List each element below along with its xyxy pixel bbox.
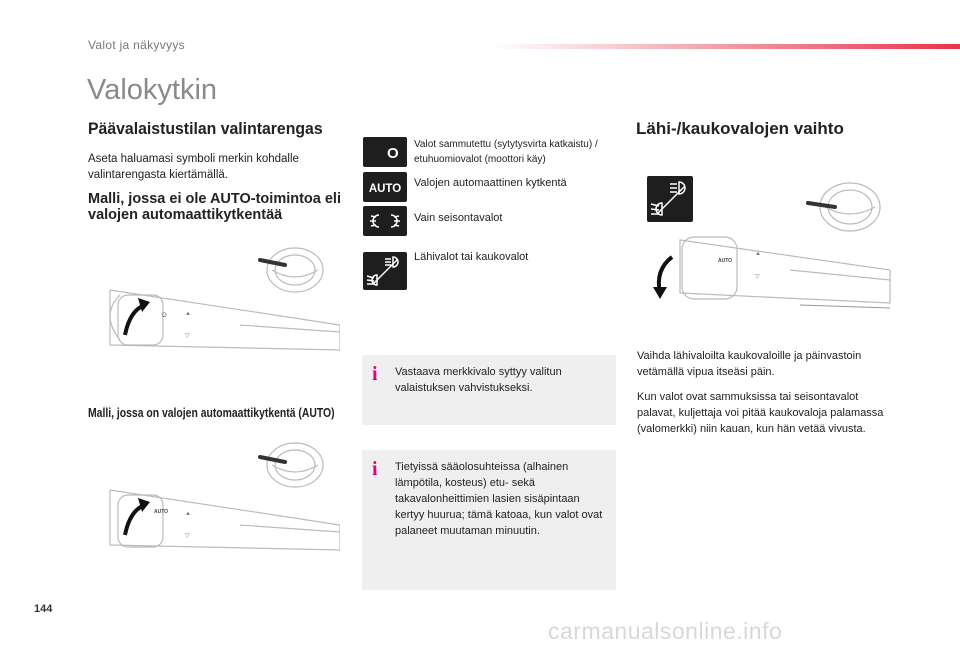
symbol-label-off: Valot sammutettu (sytytysvirta katkaistu) / etuhuomiovalot (moottori käy) xyxy=(414,139,598,165)
right-paragraph-2: Kun valot ovat sammuksissa tai seisontavalot palavat, kuljettaja voi pitää kaukovaloja palamassa (valomerkki) niin kauan, kun hän vetää vivusta. xyxy=(637,391,884,435)
symbol-label-parking: Vain seisontavalot xyxy=(414,212,503,224)
note-text-1: Vastaava merkkivalo syttyy valitun valaistuksen vahvistukseksi. xyxy=(395,366,562,394)
header-accent-bar xyxy=(490,44,960,49)
info-icon: i xyxy=(372,458,378,480)
right-section-title: Lähi-/kaukovalojen vaihto xyxy=(636,119,844,138)
beam-stalk-illustration xyxy=(650,175,895,310)
right-paragraph-1: Vaihda lähivaloilta kaukovaloille ja päinvastoin vetämällä vipua itseäsi päin. xyxy=(637,350,862,378)
note-text-2: Tietyissä sääolosuhteissa (alhainen lämpötila, kosteus) etu- sekä takavalonheittimien lasien sisäpintaan kertyy huurua; tämä katoaa, kun valot ovat palaneet muutaman minuutin. xyxy=(395,461,603,537)
svg-text:AUTO: AUTO xyxy=(368,183,402,195)
svg-text:▽: ▽ xyxy=(185,333,190,339)
note-box-1 xyxy=(362,355,616,425)
svg-text:▲: ▲ xyxy=(185,311,191,317)
dipped-main-beam-icon xyxy=(363,252,407,290)
svg-text:▲: ▲ xyxy=(185,511,191,517)
stalk-illustration-2 xyxy=(90,435,340,565)
svg-text:▲: ▲ xyxy=(755,251,761,257)
model1-title: Malli, jossa ei ole AUTO-toimintoa eli valojen automaattikytkentää xyxy=(88,191,341,223)
lights-off-icon xyxy=(363,137,407,167)
svg-text:O: O xyxy=(387,145,399,162)
page-title: Valokytkin xyxy=(87,74,218,106)
left-intro: Aseta haluamasi symboli merkin kohdalle valintarengasta kiertämällä. xyxy=(88,153,299,181)
info-icon: i xyxy=(372,363,378,385)
watermark: carmanualsonline.info xyxy=(548,618,783,644)
symbol-label-beam: Lähivalot tai kaukovalot xyxy=(414,251,529,263)
svg-text:▽: ▽ xyxy=(185,533,190,539)
ring-auto-label: AUTO xyxy=(154,509,169,515)
section-header: Valot ja näkyvyys xyxy=(88,38,185,52)
left-section-title: Päävalaistustilan valintarengas xyxy=(88,119,323,138)
parking-lights-icon xyxy=(363,206,407,236)
page-number: 144 xyxy=(34,603,53,615)
ring-o-label: O xyxy=(162,313,167,319)
auto-icon xyxy=(363,172,407,202)
symbol-label-auto: Valojen automaattinen kytkentä xyxy=(414,177,567,189)
stalk-illustration-1 xyxy=(90,240,340,365)
model2-title: Malli, jossa on valojen automaattikytkentä (AUTO) xyxy=(88,405,335,420)
svg-text:▽: ▽ xyxy=(755,274,760,280)
note-box-2 xyxy=(362,450,616,590)
beam-ring-auto-label: AUTO xyxy=(718,258,733,264)
